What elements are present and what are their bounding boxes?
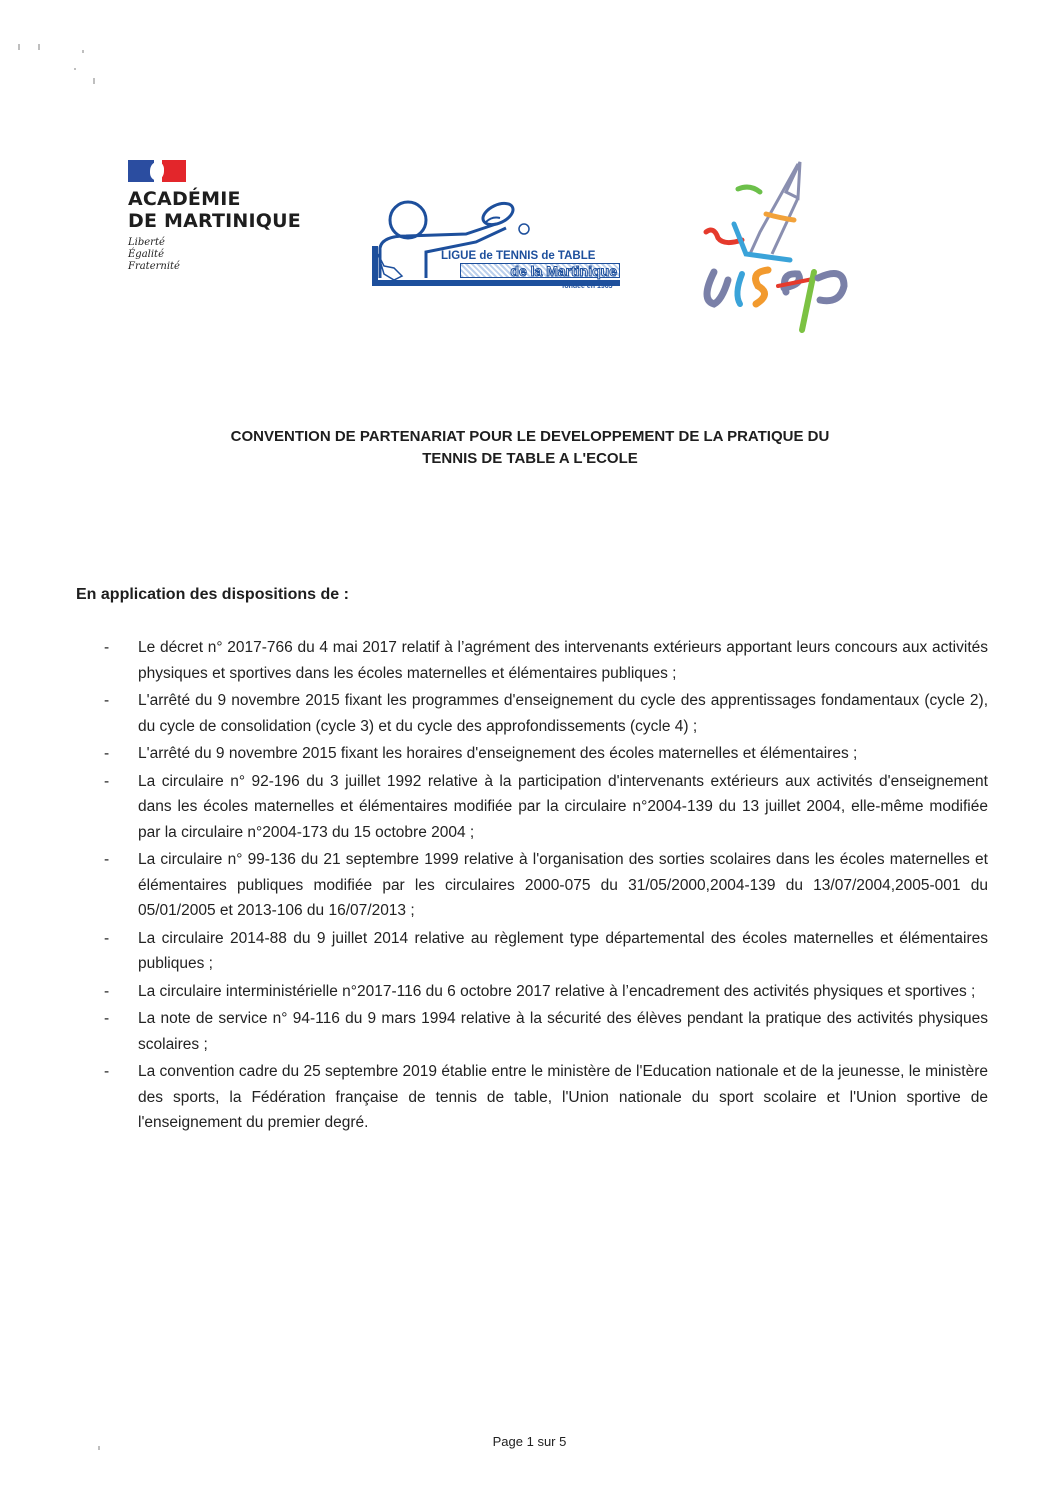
list-item: - La note de service n° 94-116 du 9 mars 1994 relative à la sécurité des élèves pendant la pratique des activités physiques scolaires ;	[104, 1010, 988, 1053]
list-item: - La circulaire interministérielle n°2017-116 du 6 octobre 2017 relative à l’encadrement des activités physiques et sportives ;	[104, 982, 976, 1000]
legal-references-list	[100, 635, 988, 1138]
list-item: - Le décret n° 2017-766 du 4 mai 2017 relatif à l’agrément des intervenants extérieurs apportant leurs concours aux activités physiques et sportives dans les écoles maternelles et élémentaires publiques ;	[104, 639, 988, 682]
usep-rocket-icon	[694, 154, 864, 340]
marianne-flag-icon	[128, 160, 186, 182]
republic-motto: Liberté Égalité Fraternité	[128, 237, 180, 272]
list-item: - La circulaire 2014-88 du 9 juillet 2014 relative au règlement type départemental des écoles maternelles et élémentaires publiques ;	[104, 929, 988, 972]
page-number: Page 1 sur 5	[492, 1434, 567, 1449]
academie-name: ACADÉMIE DE MARTINIQUE	[128, 188, 301, 232]
usep-logo	[694, 154, 864, 340]
list-item: - La circulaire n° 99-136 du 21 septembre 1999 relative à l'organisation des sorties scolaires dans les écoles maternelles et élémentaires publiques modifiée par les circulaires 2000-075 du 31/05/2000,2004-139 du 13/07/2004,2005-001 du 05/01/2005 et 2013-106 du 16/07/2013 ;	[104, 851, 988, 919]
list-item: - L'arrêté du 9 novembre 2015 fixant les horaires d'enseignement des écoles maternelles et élémentaires ;	[104, 745, 858, 762]
list-item: - La circulaire n° 92-196 du 3 juillet 1992 relative à la participation d'intervenants extérieurs aux activités d'enseignement dans les écoles maternelles et élémentaires modifiée par la circulaire n°2004-139 du 13 juillet 2004, elle-même modifiée par la circulaire n°2004-173 du 15 octobre 2004 ;	[104, 772, 988, 841]
ligue-tennis-de-table-logo: LIGUE de TENNIS de TABLE de la Martinique fondée en 1963	[366, 196, 626, 300]
list-item: - L'arrêté du 9 novembre 2015 fixant les programmes d'enseignement du cycle des apprentissages fondamentaux (cycle 2), du cycle de consolidation (cycle 3) et du cycle des approfondissements (cycle 4) ;	[104, 692, 988, 735]
document-title: CONVENTION DE PARTENARIAT POUR LE DEVELOPPEMENT DE LA PRATIQUE DU TENNIS DE TABLE A L'ECOLE	[230, 428, 830, 467]
list-item: - La convention cadre du 25 septembre 2019 établie entre le ministère de l'Education nationale et de la jeunesse, le ministère des sports, la Fédération française de tennis de table, l'Union nationale du sport scolaire et l'Union sportive de l'enseignement du premier degré.	[104, 1063, 988, 1131]
academie-martinique-logo	[128, 160, 328, 273]
intro-heading: En application des dispositions de :	[76, 586, 349, 603]
